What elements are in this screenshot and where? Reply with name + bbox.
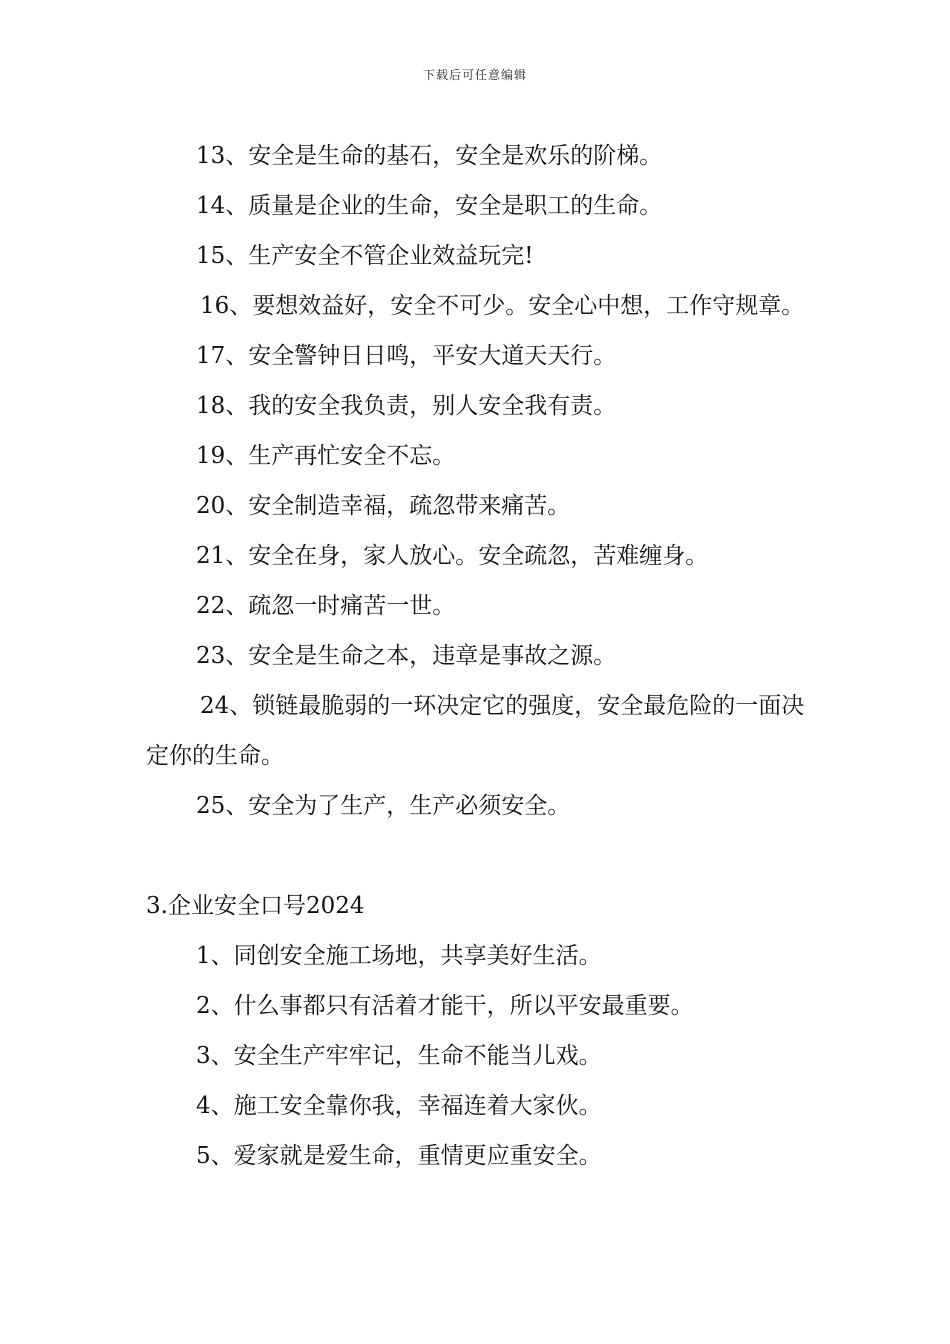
slogan-item: 25、安全为了生产，生产必须安全。 — [196, 793, 571, 819]
slogan-item: 13、安全是生命的基石，安全是欢乐的阶梯。 — [196, 143, 663, 169]
slogan-item: 23、安全是生命之本，违章是事故之源。 — [196, 643, 617, 669]
slogan-item: 16、要想效益好，安全不可少。安全心中想，工作守规章。 — [200, 293, 805, 319]
slogan-item: 22、疏忽一时痛苦一世。 — [196, 593, 456, 619]
slogan-item: 14、质量是企业的生命，安全是职工的生命。 — [196, 193, 663, 219]
slogan-item: 21、安全在身，家人放心。安全疏忽，苦难缠身。 — [196, 543, 709, 569]
slogan-item: 2、什么事都只有活着才能干，所以平安最重要。 — [196, 993, 694, 1019]
header-note: 下载后可任意编辑 — [422, 68, 527, 82]
document-body — [146, 131, 816, 1181]
slogan-item: 3、安全生产牢牢记，生命不能当儿戏。 — [196, 1043, 602, 1069]
slogan-item: 5、爱家就是爱生命，重情更应重安全。 — [196, 1143, 602, 1169]
section-heading: 3.企业安全口号2024 — [146, 893, 365, 919]
slogan-item: 1、同创安全施工场地，共享美好生活。 — [196, 943, 602, 969]
slogan-item: 18、我的安全我负责，别人安全我有责。 — [196, 393, 617, 419]
slogan-item: 19、生产再忙安全不忘。 — [196, 443, 456, 469]
slogan-item: 15、生产安全不管企业效益玩完! — [196, 243, 534, 269]
slogan-item: 4、施工安全靠你我，幸福连着大家伙。 — [196, 1093, 602, 1119]
slogan-item: 24、锁链最脆弱的一环决定它的强度，安全最危险的一面决定你的生命。 — [146, 693, 805, 769]
slogan-item: 20、安全制造幸福，疏忽带来痛苦。 — [196, 493, 571, 519]
slogan-item: 17、安全警钟日日鸣，平安大道天天行。 — [196, 343, 617, 369]
